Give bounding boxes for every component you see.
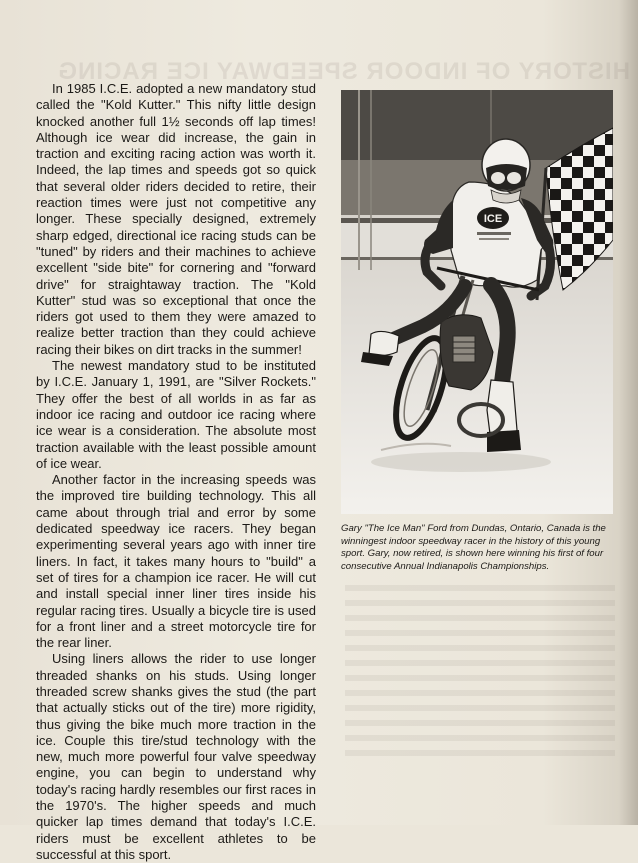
photo-caption: Gary "The Ice Man" Ford from Dundas, Ontario, Canada is the winningest indoor speedway racer in the history of this young sport. Gary, now retired, is shown here winning his first of four consecutive Annual Indianapolis Championships. bbox=[341, 523, 606, 572]
article-paragraph: Another factor in the increasing speeds was the improved tire building technology. This all came about through trial and error by some dedicated speedway ice racers. They began experimenting several years ago with inner tire liners. In fact, it takes many hours to "build" a set of tires for a champion ice racer. He will cut and install special inner liner tires inside his regular racing tires. Usually a bicycle tire is used for a front liner and a street motorcycle tire for the rear liner. bbox=[36, 472, 316, 651]
article-paragraph: Using liners allows the rider to use longer threaded shanks on his studs. Using longer threaded screw shanks gives the stud (the part that actually sticks out of the tire) more rigidity, thus giving the bike much more traction in the ice. Couple this tire/stud technology with the new, much more powerful four valve speedway engine, you can begin to understand why today's racing hardly resembles our first races in the 1970's. The higher speeds and much quicker lap times demand that today's I.C.E. riders must be excellent athletes to be successful at this sport. bbox=[36, 651, 316, 862]
bleed-through-title: HISTORY OF INDOOR SPEEDWAY ICE RACING bbox=[57, 58, 630, 85]
article-paragraph: In 1985 I.C.E. adopted a new mandatory stud called the "Kold Kutter." This nifty little design knocked another full 1½ seconds off lap times! Although ice wear did increase, the gain in traction and exciting racing action was worth it. Indeed, the lap times and speeds got so quick that several older riders decided to retire, their reaction times were just not competitive any longer. These specially designed, extremely sharp edged, directional ice racing studs can be "tuned" by riders and their machines to achieve excellent "side bite" for cornering and "forward drive" for straightaway traction. The "Kold Kutter" stud was so exceptional that once the riders got used to them they were amazed to realize better traction than they could achieve racing their bikes on dirt tracks in the summer! bbox=[36, 81, 316, 357]
racer-photo-illustration bbox=[341, 90, 613, 514]
article-paragraph: The newest mandatory stud to be instituted by I.C.E. January 1, 1991, are "Silver Rockets." They offer the best of all worlds in as far as indoor ice racing and outdoor ice racing where ice wear is a consideration. The absolute most traction available with the least possible amount of ice wear. bbox=[36, 358, 316, 471]
bib-logo-text: ICE bbox=[483, 213, 503, 225]
article-body bbox=[36, 81, 316, 863]
bleed-through-text bbox=[345, 585, 615, 765]
racer-photo bbox=[341, 90, 613, 514]
